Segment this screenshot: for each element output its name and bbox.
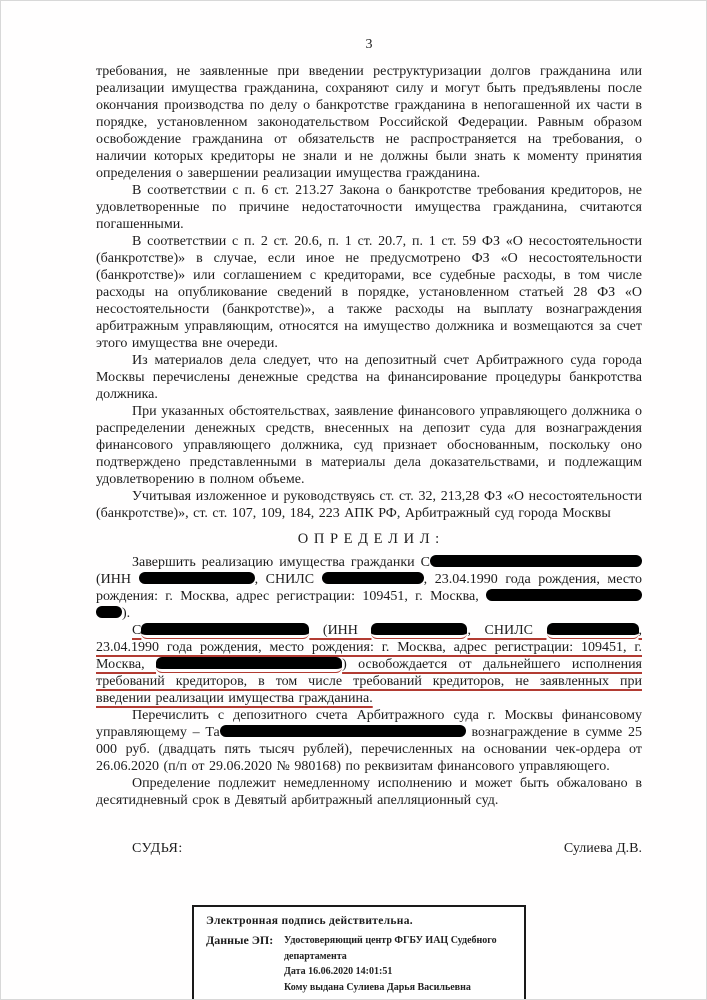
esignature-details [284, 933, 499, 995]
resolution2-text: , 23.04.1990 года рождения, место рождения: г. Москва, адрес регистрации: 109451, г. Москва, [96, 623, 642, 672]
redaction-box-inn [139, 572, 255, 584]
resolution2-text: ) освобождается от дальнейшего исполнения требований кредиторов, в том числе требований кредиторов, не заявленных при введении реализации имущества гражданина. [96, 657, 642, 706]
redaction-box-address-tail [96, 606, 122, 618]
esignature-date: Дата 16.06.2020 14:01:51 [284, 966, 393, 977]
operative-heading: О П Р Е Д Е Л И Л : [297, 531, 441, 547]
paragraph-deposit-funds: Из материалов дела следует, что на депозитный счет Арбитражного суда города Москвы перечислены денежные средства на финансирование процедуры банкротства должника. [96, 353, 642, 402]
paragraph-resolution-complete-realization [96, 554, 642, 622]
esignature-data-row [206, 933, 514, 995]
paragraph-discharge-rules: требования, не заявленные при введении реструктуризации долгов гражданина или реализации имущества гражданина, сохраняют силу и могут быть предъявлены после окончания производства по делу о банкротстве гражданина в непогашенной их части в порядке, установленном законодательством Российской Федерации. Равным образом освобождение гражданина от обязательств не распространяется на требования, о наличии которых кредиторы не знали и не должны были знать к моменту принятия определения о завершении реализации имущества гражданина. [96, 64, 642, 181]
document-content [96, 37, 642, 1000]
resolution3-text: Перечислить с депозитного счета Арбитражного суда г. Москвы финансовому управляющему – Та [96, 708, 642, 740]
judge-label: СУДЬЯ: [132, 841, 183, 856]
redaction-box-inn [371, 623, 467, 639]
resolution1-text: Завершить реализацию имущества гражданки С [132, 555, 430, 570]
esignature-status: Электронная подпись действительна. [206, 915, 413, 927]
redaction-box-snils [547, 623, 639, 639]
resolution1-text: (ИНН [96, 572, 139, 587]
redaction-box-address [156, 657, 342, 673]
paragraph-resolution-appeal: Определение подлежит немедленному исполнению и может быть обжаловано в десятидневный срок в Девятый арбитражный апелляционный суд. [96, 776, 642, 808]
redaction-box-name [430, 555, 642, 567]
redaction-box-manager-name [220, 725, 466, 737]
esignature-box [192, 905, 526, 1000]
judge-name: Сулиева Д.В. [563, 841, 642, 856]
resolution1-text: ). [122, 606, 131, 621]
paragraph-court-finding: При указанных обстоятельствах, заявление финансового управляющего должника о распределении денежных средств, внесенных на депозит суда для вознаграждения финансового управляющего должника, суд признает обоснованным, поскольку оно подтверждено представленными в материалы дела доказательствами, и подлежащим удовлетворению в полном объеме. [96, 404, 642, 487]
esignature-issued-to: Кому выдана Сулиева Дарья Васильевна [284, 981, 471, 993]
redaction-box-snils [322, 572, 424, 584]
redaction-box-name [141, 623, 309, 639]
paragraph-resolution-payment [96, 707, 642, 775]
resolution1-text: , СНИЛС [254, 572, 322, 587]
judge-signature-row [96, 841, 642, 857]
resolution1-text: , 23.04.1990 года рождения, место рождения: г. Москва, адрес регистрации: 109451, г. Москва, [96, 572, 643, 604]
resolution2-text: С [132, 623, 142, 638]
resolution2-text: (ИНН [309, 623, 372, 638]
paragraph-art-213-27: В соответствии с п. 6 ст. 213.27 Закона о банкротстве требования кредиторов, не удовлетворенные по причине недостаточности имущества гражданина, считаются погашенными. [96, 183, 642, 232]
esignature-data-label: Данные ЭП: [206, 933, 274, 947]
esignature-issuer: Удостоверяющий центр ФГБУ ИАЦ Судебного департамента [284, 935, 497, 962]
page-number: 3 [365, 37, 373, 52]
redaction-box-address [486, 589, 642, 601]
resolution3-text: вознаграждение в сумме 25 000 руб. (двадцать пять тысяч рублей), перечисленных на основании чек-ордера от 26.06.2020 (п/п от 29.06.2020 № 980168) по реквизитам финансового управляющего. [96, 725, 642, 774]
paragraph-legal-basis: Учитывая изложенное и руководствуясь ст. ст. 32, 213,28 ФЗ «О несостоятельности (банкротстве)», ст. ст. 107, 109, 184, 223 АПК РФ, Арбитражный суд города Москвы [96, 489, 642, 521]
resolution2-text: , СНИЛС [467, 623, 547, 638]
paragraph-court-costs: В соответствии с п. 2 ст. 20.6, п. 1 ст. 20.7, п. 1 ст. 59 ФЗ «О несостоятельности (банкротстве)» в случае, если иное не предусмотрено ФЗ «О несостоятельности (банкротстве)» или соглашением с кредиторами, все судебные расходы, в том числе расходы на опубликование сведений в порядке, установленном статьей 28 ФЗ «О несостоятельности (банкротстве)», а также расходы на выплату вознаграждения арбитражным управляющим, относятся на имущество должника и возмещаются за счет этого имущества вне очереди. [96, 234, 642, 351]
paragraph-resolution-discharge [96, 622, 642, 707]
